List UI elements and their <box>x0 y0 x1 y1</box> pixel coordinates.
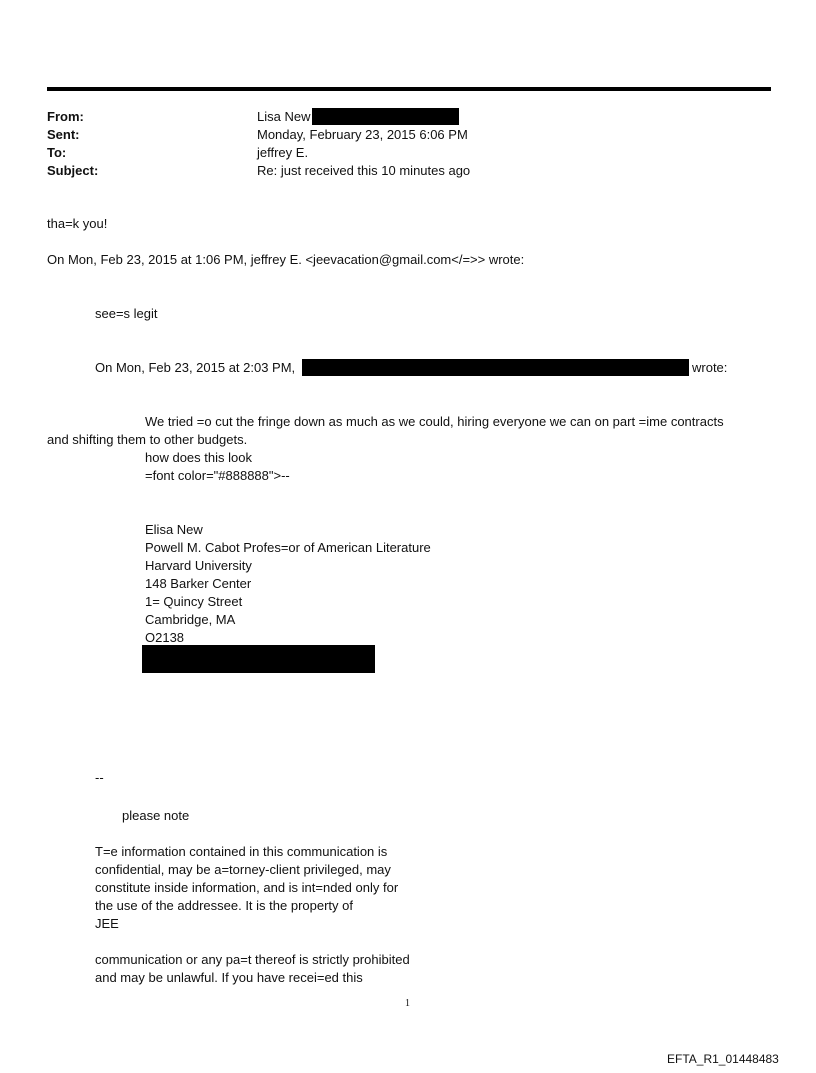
disclaimer-line: and may be unlawful. If you have recei=ed this <box>95 970 363 985</box>
paragraph-line-1: We tried =o cut the fringe down as much as we could, hiring everyone we can on part =ime contracts <box>145 414 724 429</box>
redaction-box <box>142 645 375 673</box>
signature-line: Powell M. Cabot Profes=or of American Literature <box>145 540 431 555</box>
redaction-box <box>302 359 689 376</box>
from-value: Lisa New <box>257 109 311 124</box>
please-note: please note <box>122 808 190 823</box>
paragraph-line-2: and shifting them to other budgets. <box>47 432 248 447</box>
quote2-intro-end: wrote: <box>692 360 728 375</box>
signature-line: Elisa New <box>145 522 203 537</box>
redaction-box <box>312 108 459 125</box>
disclaimer-line: JEE <box>95 916 119 931</box>
quote1-intro: On Mon, Feb 23, 2015 at 1:06 PM, jeffrey E. <jeevacation@gmail.com</=>> wrote: <box>47 252 525 267</box>
font-line: =font color="#888888">-- <box>145 468 290 483</box>
signature-line: Harvard University <box>145 558 252 573</box>
disclaimer-line: communication or any pa=t thereof is strictly prohibited <box>95 952 410 967</box>
dashes: -- <box>95 770 104 785</box>
subject-label: Subject: <box>47 163 99 178</box>
document-id: EFTA_R1_01448483 <box>667 1052 779 1066</box>
page-number: 1 <box>405 998 410 1009</box>
disclaimer-line: T=e information contained in this communication is <box>95 844 388 859</box>
disclaimer-line: constitute inside information, and is int=nded only for <box>95 880 399 895</box>
to-value: jeffrey E. <box>257 145 309 160</box>
signature-line: O2138 <box>145 630 185 645</box>
how-line: how does this look <box>145 450 252 465</box>
from-label: From: <box>47 109 84 124</box>
sent-label: Sent: <box>47 127 80 142</box>
subject-value: Re: just received this 10 minutes ago <box>257 163 471 178</box>
to-label: To: <box>47 145 67 160</box>
disclaimer-line: confidential, may be a=torney-client privileged, may <box>95 862 391 877</box>
sent-value: Monday, February 23, 2015 6:06 PM <box>257 127 468 142</box>
signature-line: 1= Quincy Street <box>145 594 243 609</box>
signature-line: 148 Barker Center <box>145 576 252 591</box>
disclaimer-line: the use of the addressee. It is the property of <box>95 898 353 913</box>
header-rule <box>47 87 771 91</box>
reply-text: tha=k you! <box>47 216 108 231</box>
signature-line: Cambridge, MA <box>145 612 236 627</box>
quote2-intro-start: On Mon, Feb 23, 2015 at 2:03 PM, <box>95 360 296 375</box>
quote1-text: see=s legit <box>95 306 158 321</box>
